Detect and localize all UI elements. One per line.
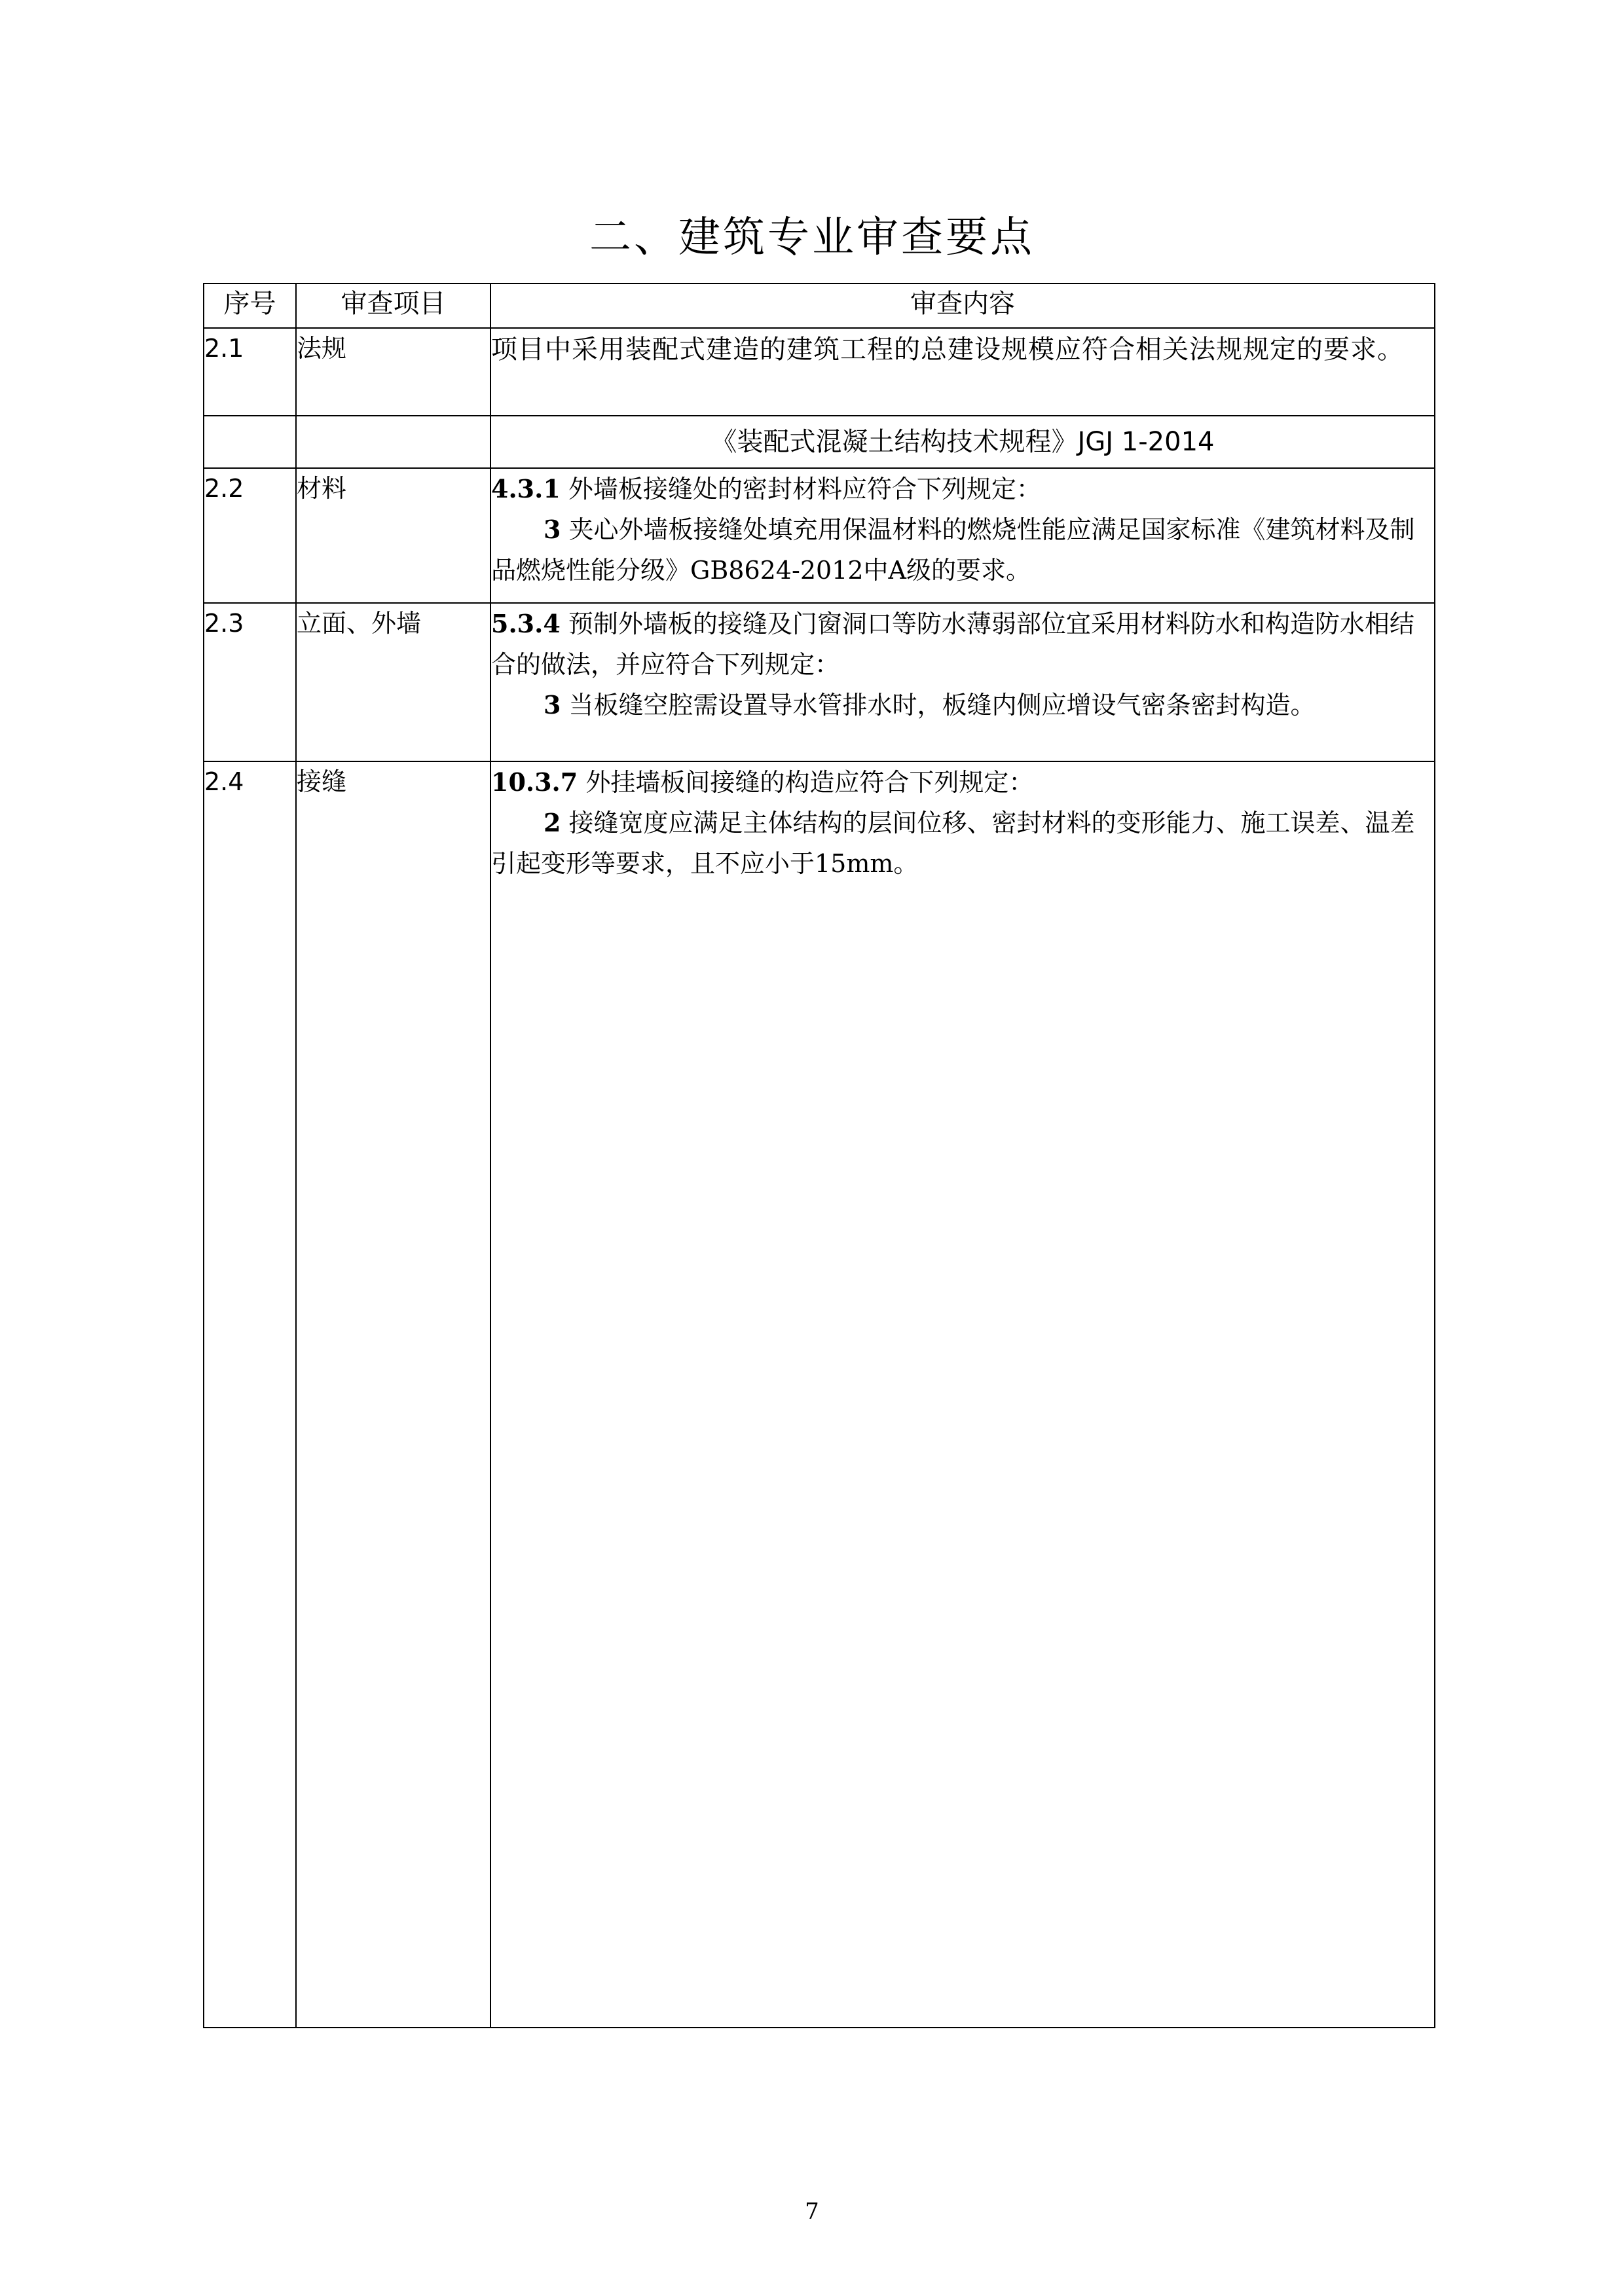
header-item: 审查项目 <box>296 283 490 328</box>
row-no: 2.2 <box>204 468 296 603</box>
sub-clause <box>491 509 1434 591</box>
sub-clause <box>491 685 1434 725</box>
row-item: 立面、外墙 <box>296 603 490 761</box>
row-content <box>490 761 1435 2028</box>
clause <box>491 469 1434 509</box>
row-no: 2.3 <box>204 603 296 761</box>
clause-number: 10.3.7 <box>491 767 578 797</box>
sub-clause <box>491 803 1434 884</box>
sub-clause-text: 当板缝空腔需设置导水管排水时，板缝内侧应增设气密条密封构造。 <box>561 691 1316 720</box>
row-item: 接缝 <box>296 761 490 2028</box>
clause-text: 外挂墙板间接缝的构造应符合下列规定： <box>578 768 1034 797</box>
standard-title: 《装配式混凝土结构技术规程》JGJ 1-2014 <box>490 416 1435 468</box>
clause-number: 5.3.4 <box>491 609 561 638</box>
standard-empty-item <box>296 416 490 468</box>
table-row <box>204 761 1435 2028</box>
header-content: 审查内容 <box>490 283 1435 328</box>
row-content <box>490 603 1435 761</box>
clause-text: 预制外墙板的接缝及门窗洞口等防水薄弱部位宜采用材料防水和构造防水相结合的做法，并应符合下列规定： <box>491 610 1414 679</box>
row-item: 材料 <box>296 468 490 603</box>
page-title: 二、建筑专业审查要点 <box>589 213 1035 262</box>
sub-clause-number: 3 <box>544 515 561 544</box>
sub-clause-text: 接缝宽度应满足主体结构的层间位移、密封材料的变形能力、施工误差、温差引起变形等要求，且不应小于15mm。 <box>491 809 1415 878</box>
row-content <box>490 468 1435 603</box>
sub-clause-text: 夹心外墙板接缝处填充用保温材料的燃烧性能应满足国家标准《建筑材料及制品燃烧性能分级》GB8624-2012中A级的要求。 <box>491 515 1415 585</box>
standard-row <box>204 416 1435 468</box>
clause-number: 4.3.1 <box>491 474 561 503</box>
standard-empty-no <box>204 416 296 468</box>
row-no: 2.4 <box>204 761 296 2028</box>
table-row <box>204 603 1435 761</box>
row-content: 项目中采用装配式建造的建筑工程的总建设规模应符合相关法规规定的要求。 <box>490 328 1435 416</box>
page-number: 7 <box>805 2198 819 2225</box>
clause <box>491 604 1434 685</box>
review-table <box>203 283 1435 2028</box>
sub-clause-number: 2 <box>544 808 561 837</box>
table-row <box>204 468 1435 603</box>
sub-clause-number: 3 <box>544 690 561 720</box>
row-item: 法规 <box>296 328 490 416</box>
header-no: 序号 <box>204 283 296 328</box>
table-row <box>204 328 1435 416</box>
clause <box>491 762 1434 803</box>
row-no: 2.1 <box>204 328 296 416</box>
table-header-row <box>204 283 1435 328</box>
clause-text: 外墙板接缝处的密封材料应符合下列规定： <box>560 475 1041 503</box>
